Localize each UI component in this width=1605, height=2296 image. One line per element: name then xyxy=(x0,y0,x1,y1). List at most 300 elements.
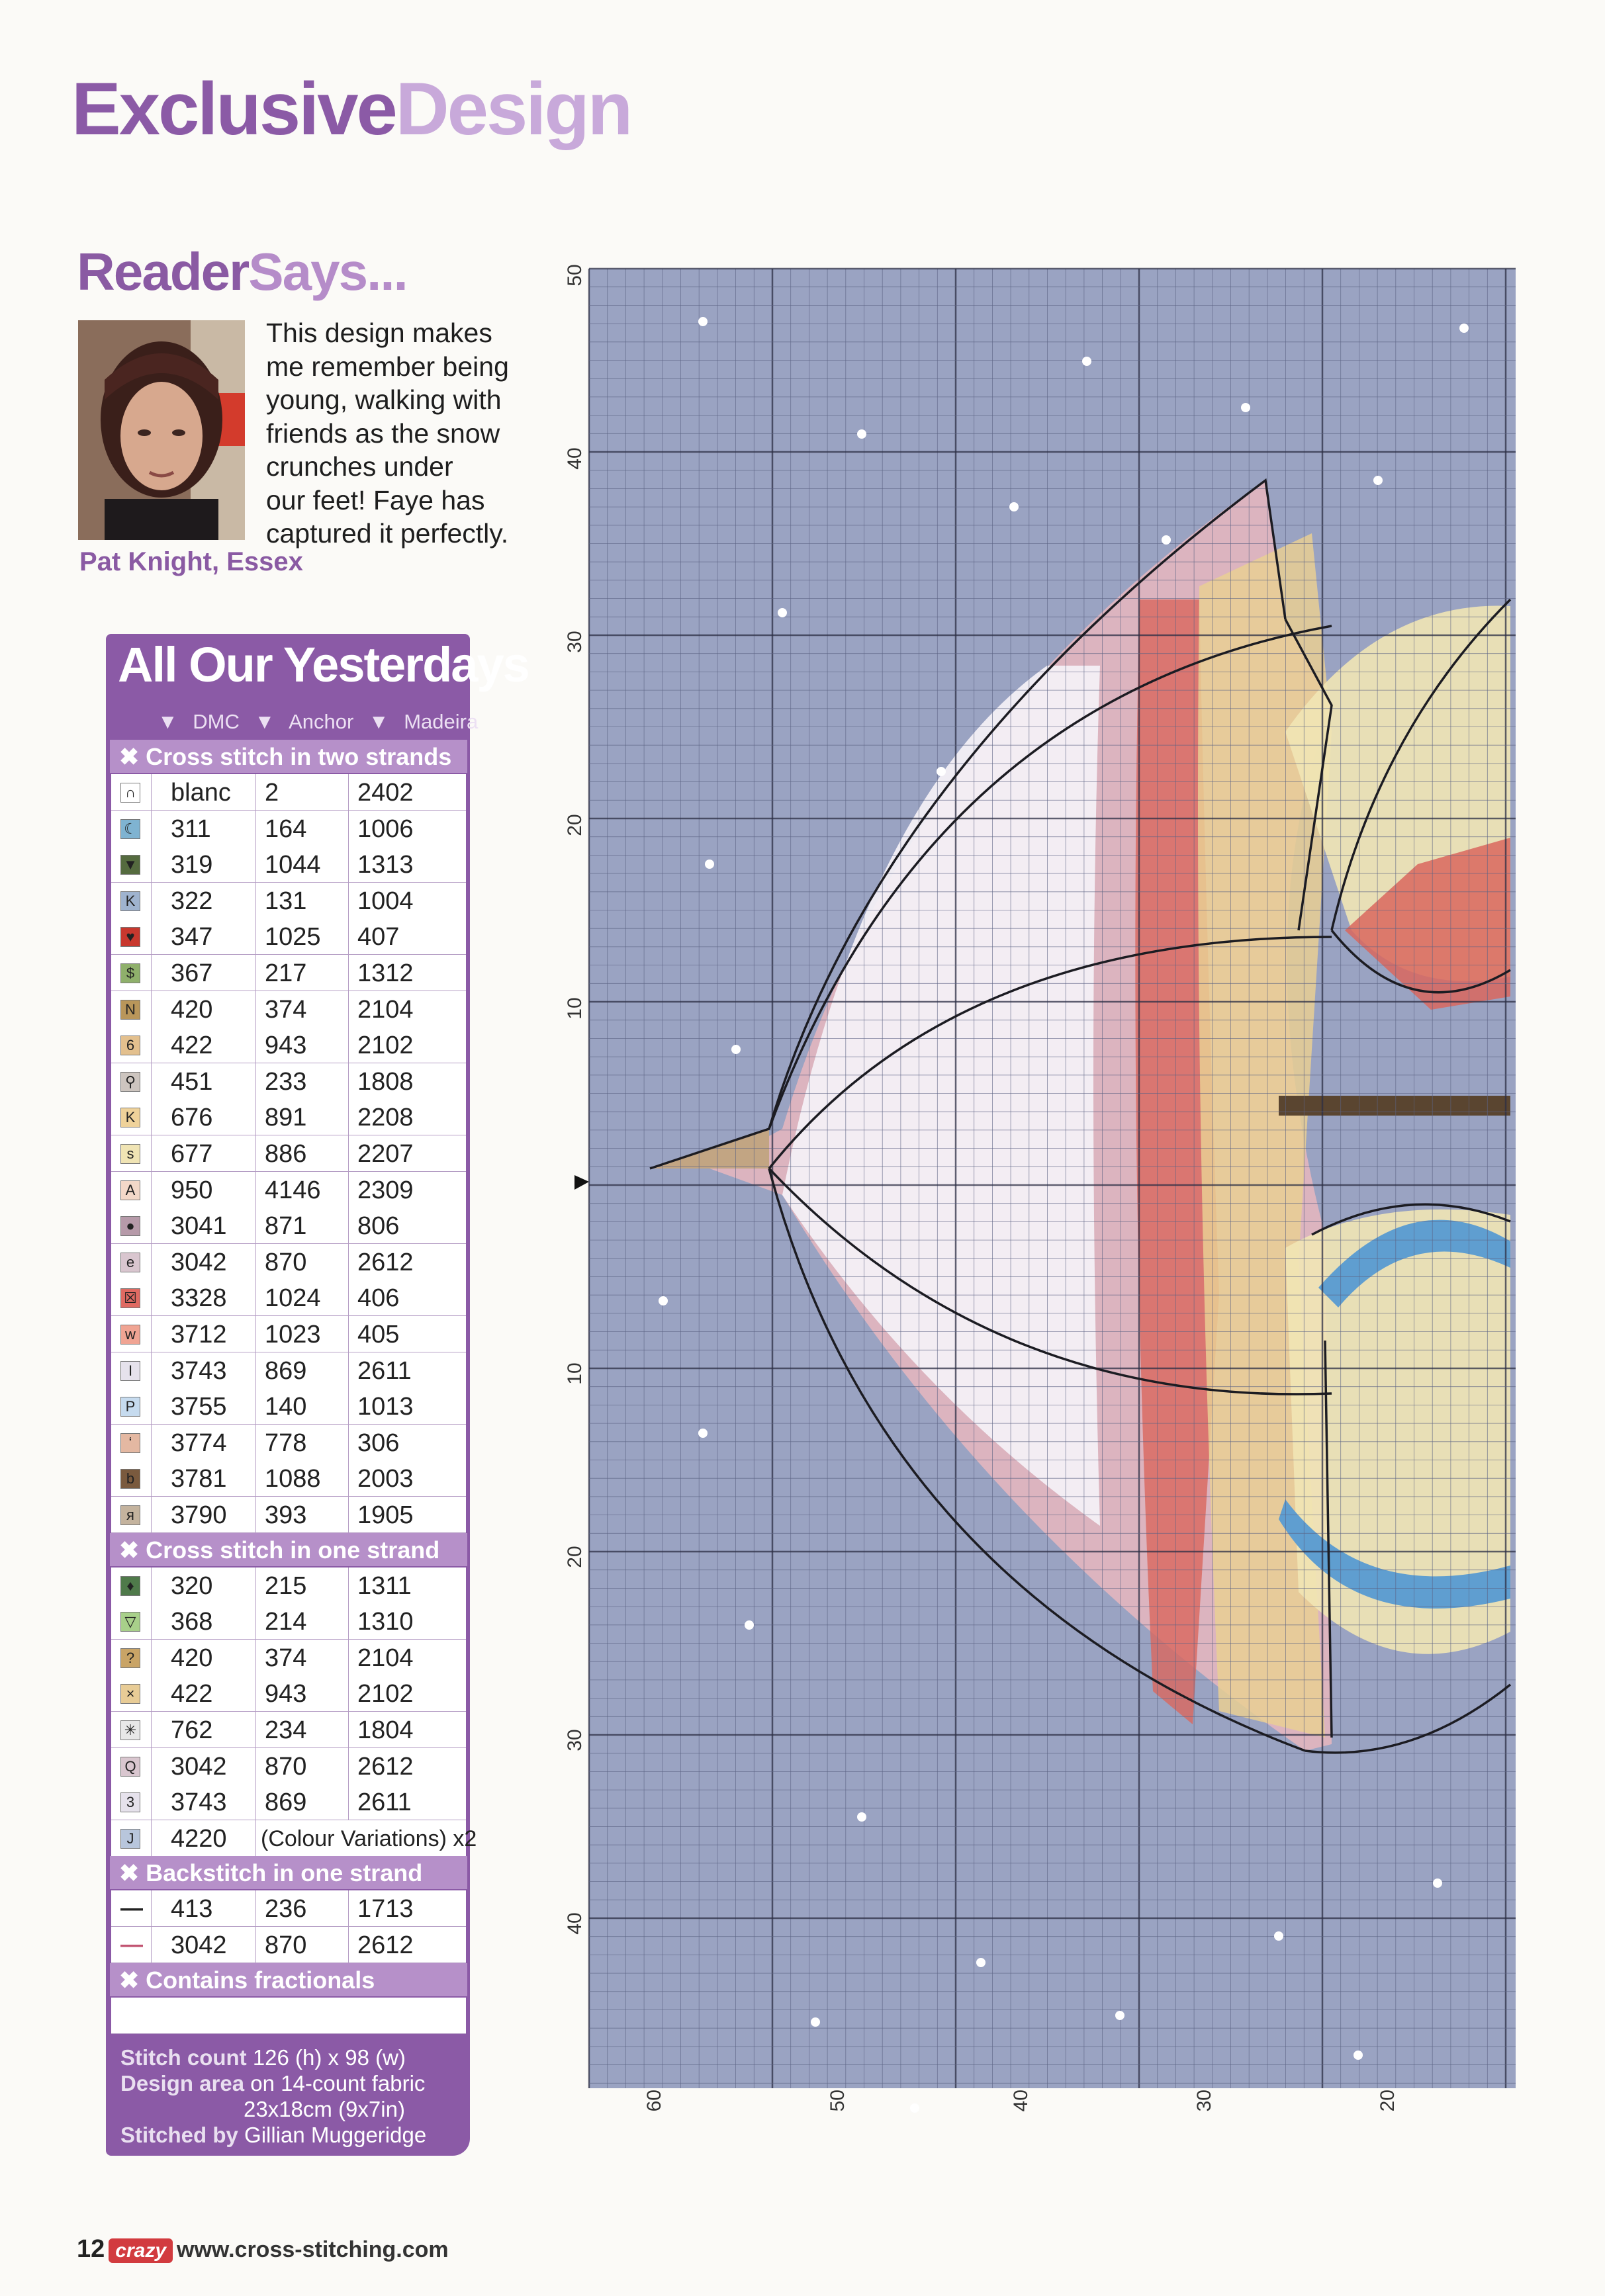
cell-divider xyxy=(255,1316,256,1352)
cell-divider xyxy=(255,1027,256,1063)
snowflake-symbol xyxy=(1433,1878,1442,1888)
cell-divider xyxy=(348,1099,349,1135)
dmc-code: 311 xyxy=(171,815,211,843)
cell-divider xyxy=(255,1460,256,1496)
anchor-code: 374 xyxy=(265,995,307,1024)
madeira-code: 406 xyxy=(357,1284,400,1313)
snowflake-symbol xyxy=(1274,1931,1283,1941)
anchor-code: 891 xyxy=(265,1104,307,1132)
dmc-code: 3790 xyxy=(171,1501,227,1529)
key-row xyxy=(111,1460,466,1497)
dmc-code: 3042 xyxy=(171,1931,227,1959)
thread-symbol-icon: e xyxy=(120,1253,140,1272)
cell-divider xyxy=(151,1316,152,1352)
cell-divider xyxy=(255,1135,256,1171)
key-row xyxy=(111,1316,466,1352)
dmc-code: 950 xyxy=(171,1176,213,1204)
dmc-code: 420 xyxy=(171,995,213,1024)
page-footer xyxy=(77,2235,449,2264)
cell-divider xyxy=(348,1460,349,1496)
dmc-code: 3042 xyxy=(171,1752,227,1781)
dmc-code: 451 xyxy=(171,1067,213,1096)
key-row xyxy=(111,1027,466,1063)
snowflake-symbol xyxy=(659,1296,668,1305)
dmc-code: 3328 xyxy=(171,1284,227,1313)
reader-says-title: ReaderSays... xyxy=(77,242,407,301)
anchor-code: 778 xyxy=(265,1429,307,1457)
cell-divider xyxy=(151,1352,152,1388)
cell-divider xyxy=(255,1425,256,1460)
cell-divider xyxy=(151,1280,152,1315)
cell-divider xyxy=(151,1927,152,1963)
madeira-code: 1310 xyxy=(357,1608,414,1636)
snowflake-symbol xyxy=(811,2017,820,2027)
cell-divider xyxy=(348,811,349,846)
madeira-code: 2208 xyxy=(357,1104,414,1132)
cell-divider xyxy=(151,991,152,1027)
key-row xyxy=(111,1208,466,1244)
cell-divider xyxy=(255,1063,256,1099)
left-axis-label: 10 xyxy=(564,1362,586,1385)
snowflake-symbol xyxy=(698,317,708,326)
cell-divider xyxy=(348,1712,349,1747)
snowflake-symbol xyxy=(937,767,946,776)
anchor-code: (Colour Variations) x2 xyxy=(261,1826,477,1851)
anchor-code: 886 xyxy=(265,1140,307,1168)
key-row xyxy=(111,811,466,847)
cell-divider xyxy=(348,1927,349,1963)
key-row xyxy=(111,1675,466,1712)
cell-divider xyxy=(151,1603,152,1639)
snowflake-symbol xyxy=(698,1429,708,1438)
cell-divider xyxy=(151,1567,152,1603)
key-row xyxy=(111,991,466,1028)
design-area-value: on 14-count fabric xyxy=(250,2071,426,2096)
anchor-code: 869 xyxy=(265,1356,307,1385)
design-area-size: 23x18cm (9x7in) xyxy=(244,2097,405,2121)
cell-divider xyxy=(348,1890,349,1926)
quote-line: our feet! Faye has xyxy=(266,484,485,515)
snowflake-symbol xyxy=(731,1045,741,1054)
cell-divider xyxy=(348,1280,349,1315)
cell-divider xyxy=(151,1244,152,1280)
thread-symbol-icon: — xyxy=(120,1896,143,1921)
left-axis-label: 40 xyxy=(564,447,586,470)
snowflake-symbol xyxy=(1082,357,1091,366)
anchor-code: 870 xyxy=(265,1752,307,1781)
snowflake-symbol xyxy=(778,608,787,617)
thread-symbol-icon: ⚲ xyxy=(120,1072,140,1092)
cell-divider xyxy=(348,991,349,1027)
left-axis-label: 50 xyxy=(564,264,586,287)
quote-line: young, walking with xyxy=(266,384,502,415)
cell-divider xyxy=(255,1172,256,1208)
cell-divider xyxy=(255,1890,256,1926)
cell-divider xyxy=(151,1640,152,1675)
anchor-code: 1024 xyxy=(265,1284,321,1313)
bottom-axis-label: 40 xyxy=(1010,2090,1032,2112)
snowflake-symbol xyxy=(976,1958,986,1967)
thread-symbol-icon: ☾ xyxy=(120,819,140,839)
cell-divider xyxy=(348,1244,349,1280)
thread-symbol-icon: s xyxy=(120,1144,140,1164)
thread-symbol-icon: ∩ xyxy=(120,783,140,803)
cell-divider xyxy=(255,883,256,918)
dmc-code: 3042 xyxy=(171,1248,227,1276)
snowflake-symbol xyxy=(705,860,714,869)
dmc-code: 367 xyxy=(171,959,213,987)
madeira-code: 2104 xyxy=(357,1644,414,1672)
thread-symbol-icon: N xyxy=(120,1000,140,1020)
cell-divider xyxy=(255,1280,256,1315)
cell-divider xyxy=(255,1244,256,1280)
snowflake-symbol xyxy=(1241,403,1250,412)
anchor-code: 1088 xyxy=(265,1465,321,1493)
dmc-code: 413 xyxy=(171,1895,213,1923)
snowflake-symbol xyxy=(1162,535,1171,545)
key-row xyxy=(111,1712,466,1748)
key-row xyxy=(111,955,466,991)
madeira-code: 2207 xyxy=(357,1140,414,1168)
cell-divider xyxy=(255,1567,256,1603)
dmc-code: 322 xyxy=(171,887,213,915)
cell-divider xyxy=(151,1099,152,1135)
brand-logo: crazy xyxy=(109,2238,173,2263)
key-row xyxy=(111,1388,466,1425)
cell-divider xyxy=(151,1784,152,1820)
snowflake-symbol xyxy=(1373,476,1383,485)
snowflake-symbol xyxy=(1353,2051,1363,2060)
left-axis-label: 20 xyxy=(564,814,586,836)
dmc-code: 3774 xyxy=(171,1429,227,1457)
thread-symbol-icon: $ xyxy=(120,963,140,983)
cell-divider xyxy=(255,991,256,1027)
cross-stitch-chart xyxy=(564,264,1516,2112)
stitch-count-value: 126 (h) x 98 (w) xyxy=(252,2045,406,2070)
key-row xyxy=(111,1784,466,1820)
cell-divider xyxy=(151,918,152,954)
madeira-code: 1013 xyxy=(357,1393,414,1421)
cell-divider xyxy=(151,1425,152,1460)
madeira-code: 2102 xyxy=(357,1032,414,1060)
cell-divider xyxy=(151,1675,152,1711)
dmc-code: 420 xyxy=(171,1644,213,1672)
madeira-code: 1905 xyxy=(357,1501,414,1529)
cell-divider xyxy=(151,1208,152,1243)
cell-divider xyxy=(348,1135,349,1171)
thread-symbol-icon: b xyxy=(120,1469,140,1489)
snowflake-symbol xyxy=(857,429,866,439)
madeira-code: 2402 xyxy=(357,779,414,807)
key-brand-columns: ▼ DMC ▼ Anchor ▼ Madeira xyxy=(158,710,479,733)
cell-divider xyxy=(348,1172,349,1208)
cell-divider xyxy=(348,1425,349,1460)
cell-divider xyxy=(255,918,256,954)
cell-divider xyxy=(348,1603,349,1639)
cell-divider xyxy=(255,1675,256,1711)
stitch-count-label: Stitch count xyxy=(120,2045,247,2070)
thread-symbol-icon: P xyxy=(120,1397,140,1417)
cell-divider xyxy=(255,1099,256,1135)
madeira-code: 306 xyxy=(357,1429,400,1457)
cell-divider xyxy=(348,1640,349,1675)
anchor-code: 140 xyxy=(265,1393,307,1421)
key-section-heading: ✖ Backstitch in one strand xyxy=(119,1859,423,1887)
snowflake-symbol xyxy=(745,1620,754,1630)
dmc-code: 3743 xyxy=(171,1356,227,1385)
anchor-code: 4146 xyxy=(265,1176,321,1204)
cell-divider xyxy=(151,1497,152,1532)
madeira-code: 2612 xyxy=(357,1931,414,1959)
cell-divider xyxy=(255,1712,256,1747)
cell-divider xyxy=(255,846,256,882)
thread-symbol-icon: × xyxy=(120,1684,140,1704)
cell-divider xyxy=(255,1603,256,1639)
reader-photo xyxy=(78,320,245,540)
cell-divider xyxy=(255,1927,256,1963)
cell-divider xyxy=(348,1316,349,1352)
anchor-code: 2 xyxy=(265,779,279,807)
thread-symbol-icon: 3 xyxy=(120,1792,140,1812)
handle-stick xyxy=(1279,1096,1510,1116)
snowflake-symbol xyxy=(1115,2011,1124,2020)
anchor-code: 236 xyxy=(265,1895,307,1923)
thread-symbol-icon: 6 xyxy=(120,1036,140,1055)
dmc-code: 762 xyxy=(171,1716,213,1744)
key-row xyxy=(111,1352,466,1389)
madeira-code: 2612 xyxy=(357,1752,414,1781)
madeira-code: 405 xyxy=(357,1321,400,1348)
dmc-code: 677 xyxy=(171,1140,213,1168)
thread-symbol-icon: ʻ xyxy=(120,1433,140,1453)
thread-symbol-icon: ▼ xyxy=(120,855,140,875)
stitched-by-label: Stitched by xyxy=(120,2123,238,2147)
cell-divider xyxy=(348,1497,349,1532)
cell-divider xyxy=(348,918,349,954)
key-row xyxy=(111,1497,466,1533)
madeira-code: 2102 xyxy=(357,1680,414,1708)
snowflake-symbol xyxy=(1459,324,1469,333)
cell-divider xyxy=(255,1820,256,1856)
anchor-code: 217 xyxy=(265,959,307,987)
madeira-code: 2611 xyxy=(357,1356,412,1385)
thread-symbol-icon: A xyxy=(120,1180,140,1200)
key-row xyxy=(111,1135,466,1172)
key-row xyxy=(111,774,466,811)
thread-symbol-icon: ☒ xyxy=(120,1288,140,1308)
dmc-code: 422 xyxy=(171,1032,213,1060)
cell-divider xyxy=(348,774,349,810)
left-axis-label: 30 xyxy=(564,631,586,653)
key-section-heading: ✖ Cross stitch in two strands xyxy=(119,743,452,770)
key-row xyxy=(111,1099,466,1135)
anchor-code: 131 xyxy=(265,887,307,915)
key-row-blank xyxy=(111,1998,466,2034)
thread-symbol-icon: K xyxy=(120,1108,140,1127)
cell-divider xyxy=(348,955,349,991)
cell-divider xyxy=(348,1027,349,1063)
madeira-code: 1004 xyxy=(357,887,414,915)
cell-divider xyxy=(255,774,256,810)
key-row xyxy=(111,846,466,883)
key-row xyxy=(111,1280,466,1316)
cell-divider xyxy=(151,1172,152,1208)
thread-symbol-icon: ● xyxy=(120,1216,140,1236)
bottom-axis-label: 20 xyxy=(1377,2090,1399,2112)
reader-quote xyxy=(266,316,518,551)
anchor-code: 164 xyxy=(265,815,307,843)
anchor-code: 943 xyxy=(265,1680,307,1708)
stitched-by-value: Gillian Muggeridge xyxy=(244,2123,427,2147)
cell-divider xyxy=(151,1712,152,1747)
cell-divider xyxy=(255,955,256,991)
key-row xyxy=(111,1927,466,1963)
cell-divider xyxy=(151,811,152,846)
cell-divider xyxy=(151,1820,152,1856)
chart-svg xyxy=(564,264,1516,2112)
cell-divider xyxy=(348,1748,349,1784)
anchor-code: 943 xyxy=(265,1032,307,1060)
dmc-code: 319 xyxy=(171,851,213,879)
dmc-code: 676 xyxy=(171,1104,213,1132)
cell-divider xyxy=(255,1640,256,1675)
madeira-code: 407 xyxy=(357,923,400,951)
madeira-code: 1313 xyxy=(357,851,414,879)
key-row xyxy=(111,1640,466,1676)
anchor-code: 234 xyxy=(265,1716,307,1744)
center-marker-icon xyxy=(574,1175,589,1190)
quote-line: crunches under xyxy=(266,451,453,482)
anchor-code: 1044 xyxy=(265,851,321,879)
cell-divider xyxy=(151,1135,152,1171)
design-stats xyxy=(120,2045,426,2148)
key-section-heading: ✖ Contains fractionals xyxy=(119,1966,375,1994)
key-row xyxy=(111,918,466,955)
madeira-code: 806 xyxy=(357,1212,400,1241)
cell-divider xyxy=(348,883,349,918)
madeira-code: 2003 xyxy=(357,1465,414,1493)
cell-divider xyxy=(151,846,152,882)
madeira-code: 2104 xyxy=(357,995,414,1024)
snowflake-symbol xyxy=(857,1812,866,1822)
cell-divider xyxy=(151,1890,152,1926)
thread-symbol-icon: K xyxy=(120,891,140,911)
thread-symbol-icon: — xyxy=(120,1932,143,1957)
cell-divider xyxy=(348,1208,349,1243)
cell-divider xyxy=(348,1784,349,1820)
cell-divider xyxy=(151,883,152,918)
cell-divider xyxy=(348,1388,349,1424)
key-row xyxy=(111,883,466,919)
thread-symbol-icon: ▽ xyxy=(120,1612,140,1632)
madeira-code: 1713 xyxy=(357,1895,414,1923)
anchor-code: 214 xyxy=(265,1608,307,1636)
key-row xyxy=(111,1890,466,1927)
anchor-code: 870 xyxy=(265,1248,307,1276)
dmc-code: 347 xyxy=(171,923,213,951)
left-axis-label: 20 xyxy=(564,1546,586,1568)
madeira-code: 2612 xyxy=(357,1248,414,1276)
anchor-code: 374 xyxy=(265,1644,307,1672)
cell-divider xyxy=(255,1784,256,1820)
anchor-code: 871 xyxy=(265,1212,307,1241)
dmc-code: 368 xyxy=(171,1608,213,1636)
cell-divider xyxy=(255,1208,256,1243)
key-row xyxy=(111,1567,466,1604)
cell-divider xyxy=(348,1675,349,1711)
cell-divider xyxy=(255,1388,256,1424)
madeira-code: 1804 xyxy=(357,1716,414,1744)
anchor-code: 393 xyxy=(265,1501,307,1529)
quote-line: captured it perfectly. xyxy=(266,518,509,549)
key-row xyxy=(111,1172,466,1208)
cell-divider xyxy=(151,1460,152,1496)
anchor-code: 869 xyxy=(265,1788,307,1817)
quote-line: me remember being xyxy=(266,351,509,382)
cell-divider xyxy=(348,1352,349,1388)
key-title: All Our Yesterdays xyxy=(118,637,529,692)
dmc-code: 3755 xyxy=(171,1393,227,1421)
cell-divider xyxy=(151,1748,152,1784)
thread-symbol-icon: w xyxy=(120,1325,140,1345)
reader-name: Pat Knight, Essex xyxy=(79,547,303,576)
cell-divider xyxy=(151,774,152,810)
left-axis-label: 30 xyxy=(564,1729,586,1751)
dmc-code: 4220 xyxy=(171,1824,227,1853)
key-row xyxy=(111,1425,466,1461)
dmc-code: 320 xyxy=(171,1571,213,1600)
cell-divider xyxy=(255,811,256,846)
dmc-code: 3781 xyxy=(171,1465,227,1493)
anchor-code: 215 xyxy=(265,1571,307,1600)
cell-divider xyxy=(151,1388,152,1424)
dmc-code: 3743 xyxy=(171,1788,227,1817)
dmc-code: 422 xyxy=(171,1680,213,1708)
bottom-axis-label: 60 xyxy=(643,2090,665,2112)
madeira-code: 1808 xyxy=(357,1067,414,1096)
key-row xyxy=(111,1244,466,1280)
cell-divider xyxy=(151,1063,152,1099)
dmc-code: blanc xyxy=(171,779,231,807)
madeira-code: 1312 xyxy=(357,959,414,987)
bottom-axis-label: 50 xyxy=(827,2090,848,2112)
cell-divider xyxy=(348,1063,349,1099)
cell-divider xyxy=(255,1497,256,1532)
cell-divider xyxy=(151,1027,152,1063)
madeira-code: 2309 xyxy=(357,1176,414,1204)
cell-divider xyxy=(255,1748,256,1784)
madeira-code: 2611 xyxy=(357,1788,412,1817)
website-link[interactable]: www.cross-stitching.com xyxy=(177,2237,449,2262)
anchor-code: 870 xyxy=(265,1931,307,1959)
cell-divider xyxy=(348,846,349,882)
key-row xyxy=(111,1820,477,1857)
thread-symbol-icon: Q xyxy=(120,1757,140,1777)
snowflake-symbol xyxy=(1009,502,1019,511)
cell-divider xyxy=(348,1567,349,1603)
thread-symbol-icon: ♥ xyxy=(120,927,140,947)
thread-symbol-icon: I xyxy=(120,1361,140,1381)
madeira-code: 1311 xyxy=(357,1571,412,1600)
cell-divider xyxy=(255,1352,256,1388)
dmc-code: 3712 xyxy=(171,1321,227,1348)
thread-symbol-icon: ? xyxy=(120,1648,140,1668)
thread-symbol-icon: ✳ xyxy=(120,1720,140,1740)
cell-divider xyxy=(151,955,152,991)
anchor-code: 1023 xyxy=(265,1321,321,1348)
page-number: 12 xyxy=(77,2235,105,2263)
key-row xyxy=(111,1063,466,1100)
